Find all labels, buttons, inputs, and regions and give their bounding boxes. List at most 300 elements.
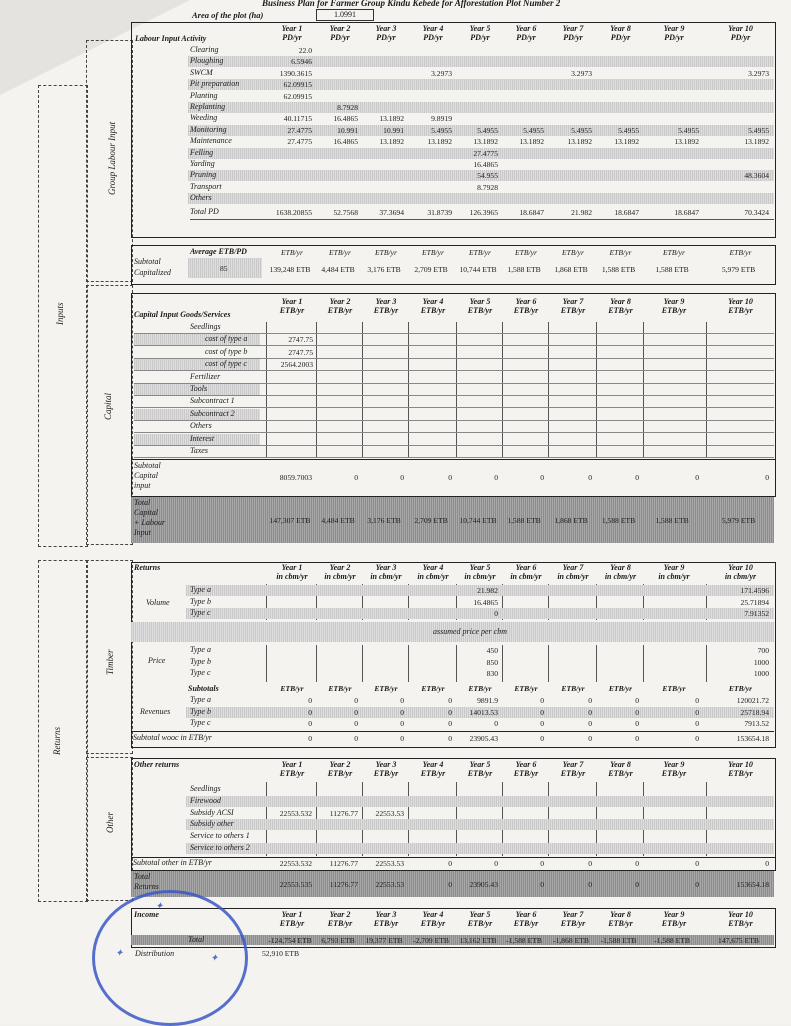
- labour-header-8: Year 8 PD/yr: [610, 24, 631, 42]
- capital-grid-col: [643, 322, 644, 458]
- timber-header-5: Year 5 in cbm/yr: [464, 563, 496, 581]
- labour-r15-cell-6: 18.6847: [519, 208, 544, 218]
- revenue-t2-cell-10: 25718.94: [740, 707, 769, 717]
- other-r3-cell-3: 22553.53: [375, 808, 404, 818]
- labour-r9-cell-9: 13.1892: [674, 137, 699, 147]
- price-t1-cell-10: 700: [757, 646, 769, 655]
- capital-total-cell-1: 147,307 ETB: [269, 516, 311, 525]
- capital-item-3: cost of type b: [205, 346, 248, 356]
- revenue-t1-cell-1: 0: [308, 696, 312, 705]
- other-r3-cell-2: 11276.77: [329, 808, 358, 818]
- returns-side-label: Returns: [52, 727, 62, 755]
- income-total-cell-4: -2,709 ETB: [413, 936, 449, 945]
- other-subtotal-cell-6: 0: [540, 859, 544, 868]
- labour-unit-5: ETB/yr: [469, 248, 491, 257]
- capital-item-4: cost of type c: [205, 359, 247, 369]
- labour-header-5: Year 5 PD/yr: [469, 24, 491, 42]
- other-subtotal-cell-9: 0: [695, 859, 699, 868]
- total-returns-cell-8: 0: [635, 880, 639, 889]
- volume-t1-cell-5: 21.982: [477, 586, 498, 595]
- labour-r8-cell-4: 5.4955: [431, 125, 452, 135]
- revenue-t2-cell-6: 0: [540, 707, 544, 717]
- labour-activity-15: Total PD: [190, 207, 219, 217]
- labour-r9-cell-10: 13.1892: [744, 137, 769, 147]
- income-total-cell-9: -1,588 ETB: [654, 936, 690, 945]
- other-header-6: Year 6 ETB/yr: [513, 760, 539, 778]
- revenue-type-2: Type b: [190, 706, 211, 716]
- price-grid-col: [548, 645, 549, 682]
- other-item-5: Service to others 1: [190, 831, 250, 841]
- other-header-7: Year 7 ETB/yr: [560, 760, 586, 778]
- income-header-2: Year 2 ETB/yr: [327, 910, 353, 928]
- labour-header-6: Year 6 PD/yr: [515, 24, 537, 42]
- labour-activity-14: Others: [190, 193, 212, 203]
- labour-r15-cell-7: 21.982: [571, 208, 592, 218]
- other-item-1: Seedlings: [190, 784, 221, 793]
- income-header-3: Year 3 ETB/yr: [373, 910, 399, 928]
- labour-r1-cell-1: 22.0: [298, 46, 312, 55]
- other-subtotal-cell-5: 0: [494, 859, 498, 868]
- other-header-8: Year 8 ETB/yr: [608, 760, 633, 778]
- capital-total-cell-5: 10,744 ETB: [459, 516, 497, 525]
- official-stamp: ✦ ✦ ✦: [92, 890, 248, 1026]
- income-header-4: Year 4 ETB/yr: [420, 910, 446, 928]
- revenue-t3-cell-1: 0: [308, 719, 312, 728]
- revenue-t3-cell-9: 0: [695, 719, 699, 728]
- labour-activity-13: Transport: [190, 181, 222, 191]
- capital-header-8: Year 8 ETB/yr: [608, 297, 633, 315]
- labour-r9-cell-1: 27.4775: [287, 137, 312, 147]
- capital-row-line: [134, 370, 774, 371]
- price-type-2: Type b: [190, 656, 211, 666]
- labour-header-7: Year 7 PD/yr: [562, 24, 584, 42]
- income-header-8: Year 8 ETB/yr: [608, 910, 633, 928]
- labour-r6-cell-2: 8.7928: [337, 103, 358, 112]
- labour-r9-cell-8: 13.1892: [614, 137, 639, 147]
- capital-item-8: Subcontract 2: [190, 408, 235, 418]
- price-t2-cell-5: 850: [486, 657, 498, 667]
- price-t3-cell-10: 1000: [753, 669, 769, 678]
- price-grid-col: [502, 645, 503, 682]
- income-total-cell-3: 19,377 ETB: [365, 936, 403, 945]
- price-note: assumed price per cbm: [433, 627, 507, 636]
- labour-subtotal-label: Subtotal Capitalized: [134, 257, 171, 277]
- labour-r11-cell-5: 16.4865: [473, 160, 498, 169]
- capital-header: Capital Input Goods/Services: [134, 310, 231, 319]
- income-header-10: Year 10 ETB/yr: [728, 910, 753, 928]
- labour-activity-2: Ploughing: [190, 56, 224, 66]
- avg-label: Average ETB/PD: [190, 247, 247, 256]
- total-returns-cell-10: 153654.18: [736, 880, 769, 889]
- income-header-6: Year 6 ETB/yr: [513, 910, 539, 928]
- total-returns-cell-7: 0: [588, 880, 592, 889]
- capital-grid-col: [596, 322, 597, 458]
- labour-r12-cell-5: 54.955: [477, 171, 498, 181]
- capital-total-cell-2: 4,484 ETB: [321, 516, 355, 525]
- shaded-row: [188, 102, 774, 113]
- labour-r4-cell-1: 62.09915: [283, 80, 312, 90]
- price-type-1: Type a: [190, 645, 211, 654]
- revenue-t1-cell-4: 0: [448, 696, 452, 705]
- labour-unit-9: ETB/yr: [663, 248, 685, 257]
- labour-total-line: [190, 219, 774, 220]
- labour-r13-cell-5: 8.7928: [477, 182, 498, 192]
- other-header-4: Year 4 ETB/yr: [420, 760, 446, 778]
- labour-r15-cell-2: 52.7568: [333, 208, 358, 218]
- timber-subtotal-cell-3: 0: [400, 734, 404, 743]
- capital-total-cell-8: 1,588 ETB: [601, 516, 636, 525]
- labour-r9-cell-6: 13.1892: [519, 137, 544, 147]
- volume-t3-cell-10: 7.91352: [744, 609, 769, 618]
- labour-subtotal-cell-3: 3,176 ETB: [367, 265, 401, 274]
- capital-item-11: Taxes: [190, 446, 208, 455]
- labour-r15-cell-1: 1638.20855: [275, 208, 312, 218]
- revenue-t3-cell-10: 7913.52: [744, 719, 769, 728]
- labour-subtotal-cell-1: 139,248 ETB: [269, 265, 311, 274]
- volume-label: Volume: [146, 598, 170, 607]
- timber-header-9: Year 9 in cbm/yr: [658, 563, 690, 581]
- capital-header-1: Year 1 ETB/yr: [279, 297, 305, 315]
- other-subtotal-cell-3: 22553.53: [375, 859, 404, 868]
- shaded-row: [186, 796, 774, 807]
- revenue-t1-cell-2: 0: [354, 696, 358, 705]
- income-total-label: Total: [188, 935, 205, 944]
- returns-frame: [38, 560, 88, 902]
- labour-subtotal-cell-8: 1,588 ETB: [601, 265, 636, 274]
- capital-subtotal-cell-3: 0: [400, 473, 404, 482]
- capital-item-6: Tools: [190, 384, 208, 393]
- capital-header-7: Year 7 ETB/yr: [560, 297, 586, 315]
- income-total-cell-7: -1,868 ETB: [553, 936, 589, 945]
- labour-r3-cell-7: 3.2973: [571, 68, 592, 78]
- revenue-t2-cell-3: 0: [400, 707, 404, 717]
- other-item-4: Subsidy other: [190, 819, 234, 829]
- income-header: Income: [134, 910, 159, 919]
- timber-unit-2: ETB/yr: [328, 684, 352, 693]
- capital-header-10: Year 10 ETB/yr: [728, 297, 753, 315]
- timber-subtotal-label: Subtotal wooc in ETB/yr: [133, 733, 212, 742]
- capital-header-2: Year 2 ETB/yr: [327, 297, 353, 315]
- labour-r15-cell-9: 18.6847: [674, 208, 699, 218]
- capital-header-5: Year 5 ETB/yr: [467, 297, 493, 315]
- timber-subtotal-cell-4: 0: [448, 734, 452, 743]
- capital-subtotal-cell-1: 8059.7003: [279, 473, 312, 482]
- volume-type-2: Type b: [190, 596, 211, 606]
- income-total-cell-1: -124,754 ETB: [268, 936, 312, 945]
- capital-grid-col: [408, 322, 409, 458]
- labour-subtotal-cell-10: 5,979 ETB: [721, 265, 756, 274]
- distribution-value: 52,910 ETB: [262, 949, 300, 958]
- labour-r9-cell-5: 13.1892: [473, 137, 498, 147]
- income-total-cell-10: 147,675 ETB: [718, 936, 759, 945]
- income-total-cell-6: -1,588 ETB: [506, 936, 542, 945]
- labour-activity-8: Monitoring: [190, 124, 227, 134]
- labour-r3-cell-1: 1390.3615: [279, 68, 312, 78]
- timber-unit-9: ETB/yr: [662, 684, 686, 693]
- capital-item-10: Interest: [190, 433, 215, 443]
- other-header: Other returns: [134, 760, 180, 769]
- price-grid-col: [316, 645, 317, 682]
- capital-total-cell-4: 2,709 ETB: [414, 516, 448, 525]
- capital-item-7: Subcontract 1: [190, 396, 235, 406]
- total-returns-cell-1: 22553.535: [279, 880, 312, 889]
- labour-r9-cell-3: 13.1892: [379, 137, 404, 147]
- labour-header-2: Year 2 PD/yr: [329, 24, 351, 42]
- capital-total-cell-9: 1,588 ETB: [655, 516, 689, 525]
- income-header-7: Year 7 ETB/yr: [560, 910, 586, 928]
- capital-grid-col: [456, 322, 457, 458]
- capital-total-cell-3: 3,176 ETB: [367, 516, 401, 525]
- labour-subtotal-cell-2: 4,484 ETB: [321, 265, 355, 274]
- revenue-t1-cell-3: 0: [400, 696, 404, 705]
- distribution-label: Distribution: [135, 949, 175, 958]
- revenue-t3-cell-2: 0: [354, 719, 358, 728]
- labour-header-4: Year 4 PD/yr: [422, 24, 444, 42]
- income-header-5: Year 5 ETB/yr: [467, 910, 493, 928]
- price-t2-cell-10: 1000: [753, 657, 769, 667]
- labour-subtotal-cell-9: 1,588 ETB: [655, 265, 689, 274]
- labour-subtotal-cell-5: 10,744 ETB: [459, 265, 497, 274]
- shaded-row: [188, 193, 774, 204]
- labour-activity-7: Weeding: [190, 113, 218, 123]
- other-header-2: Year 2 ETB/yr: [327, 760, 353, 778]
- revenue-t2-cell-7: 0: [588, 707, 592, 717]
- capital-row-line: [134, 445, 774, 446]
- volume-type-1: Type a: [190, 585, 211, 594]
- total-returns-cell-2: 11276.77: [329, 880, 358, 889]
- revenues-label: Revenues: [140, 707, 171, 716]
- capital-value-2: 2747.75: [288, 335, 313, 345]
- revenue-t1-cell-8: 0: [635, 696, 639, 705]
- labour-r9-cell-4: 13.1892: [427, 137, 452, 147]
- capital-subtotal-cell-2: 0: [354, 473, 358, 482]
- revenue-t3-cell-3: 0: [400, 719, 404, 728]
- timber-unit-3: ETB/yr: [374, 684, 398, 693]
- capital-subtotal-label: Subtotal Capital input: [134, 461, 161, 490]
- area-value: 1.0991: [316, 9, 374, 21]
- total-returns-cell-6: 0: [540, 880, 544, 889]
- timber-subtotal-line: [131, 731, 774, 732]
- price-grid-col: [643, 645, 644, 682]
- price-label: Price: [148, 656, 166, 665]
- labour-activity-4: Pit preparation: [190, 79, 240, 89]
- capital-item-2: cost of type a: [205, 334, 248, 344]
- capital-subtotal-cell-5: 0: [494, 473, 498, 482]
- area-label: Area of the plot (ha): [192, 10, 264, 20]
- capital-grid-col: [548, 322, 549, 458]
- revenue-t1-cell-7: 0: [588, 696, 592, 705]
- capital-row-line: [134, 457, 774, 458]
- labour-r3-cell-10: 3.2973: [748, 68, 769, 78]
- other-header-1: Year 1 ETB/yr: [279, 760, 305, 778]
- other-r3-cell-1: 22553.532: [279, 808, 312, 818]
- labour-header-1: Year 1 PD/yr: [281, 24, 303, 42]
- labour-r8-cell-8: 5.4955: [618, 125, 639, 135]
- other-subtotal-cell-7: 0: [588, 859, 592, 868]
- labour-r8-cell-9: 5.4955: [678, 125, 699, 135]
- capital-value-4: 2564.2003: [280, 360, 313, 370]
- revenue-t1-cell-6: 0: [540, 696, 544, 705]
- timber-unit-6: ETB/yr: [514, 684, 538, 693]
- timber-header-2: Year 2 in cbm/yr: [324, 563, 356, 581]
- revenue-t3-cell-7: 0: [588, 719, 592, 728]
- timber-subtotal-cell-6: 0: [540, 734, 544, 743]
- revenue-t1-cell-5: 9891.9: [477, 696, 498, 705]
- labour-r7-cell-4: 9.8919: [431, 114, 452, 124]
- capital-total-cell-7: 1,868 ETB: [554, 516, 588, 525]
- capital-item-5: Fertilizer: [190, 371, 221, 381]
- labour-header: Labour Input Activity: [135, 34, 207, 43]
- labour-header-3: Year 3 PD/yr: [375, 24, 397, 42]
- capital-row-line: [134, 420, 774, 421]
- labour-r15-cell-10: 70.3424: [744, 208, 769, 218]
- labour-unit-1: ETB/yr: [281, 248, 303, 257]
- other-subtotal-cell-4: 0: [448, 859, 452, 868]
- labour-activity-5: Planting: [190, 90, 218, 100]
- total-returns-cell-5: 23905.43: [469, 880, 498, 889]
- timber-header-7: Year 7 in cbm/yr: [557, 563, 589, 581]
- volume-t1-cell-10: 171.4596: [740, 586, 769, 595]
- capital-subtotal-cell-9: 0: [695, 473, 699, 482]
- labour-subtotal-cell-4: 2,709 ETB: [414, 265, 448, 274]
- capital-grid-col: [362, 322, 363, 458]
- revenue-t3-cell-8: 0: [635, 719, 639, 728]
- revenue-t3-cell-5: 0: [494, 719, 498, 728]
- timber-unit-8: ETB/yr: [608, 684, 633, 693]
- labour-activity-10: Felling: [190, 147, 214, 157]
- timber-header-10: Year 10 in cbm/yr: [724, 563, 757, 581]
- labour-header-9: Year 9 PD/yr: [663, 24, 685, 42]
- price-grid-col: [362, 645, 363, 682]
- revenue-t2-cell-4: 0: [448, 707, 452, 717]
- capital-total-cell-6: 1,588 ETB: [507, 516, 541, 525]
- revenue-t2-cell-8: 0: [635, 707, 639, 717]
- other-header-3: Year 3 ETB/yr: [373, 760, 399, 778]
- timber-subtotal-cell-10: 153654.18: [736, 734, 769, 743]
- other-side-label: Other: [105, 812, 115, 833]
- other-header-9: Year 9 ETB/yr: [661, 760, 687, 778]
- revenue-t2-cell-9: 0: [695, 707, 699, 717]
- labour-side-label: Group Labour Input: [107, 121, 117, 195]
- labour-activity-1: Clearing: [190, 45, 219, 54]
- timber-subtotal-cell-1: 0: [308, 734, 312, 743]
- avg-value: 85: [220, 264, 228, 273]
- volume-t2-cell-5: 16.4865: [473, 597, 498, 607]
- other-subtotal-cell-8: 0: [635, 859, 639, 868]
- other-subtotal-cell-10: 0: [765, 859, 769, 868]
- capital-item-9: Others: [190, 421, 212, 431]
- labour-r7-cell-1: 40.11715: [283, 114, 312, 124]
- labour-unit-4: ETB/yr: [422, 248, 444, 257]
- revenue-t2-cell-5: 14013.53: [469, 707, 498, 717]
- labour-unit-3: ETB/yr: [375, 248, 397, 257]
- labour-header-10: Year 10 PD/yr: [728, 24, 753, 42]
- capital-item-1: Seedlings: [190, 322, 221, 331]
- timber-subtotal-cell-7: 0: [588, 734, 592, 743]
- labour-r9-cell-7: 13.1892: [567, 137, 592, 147]
- timber-header: Returns: [134, 563, 161, 572]
- timber-unit-5: ETB/yr: [468, 684, 492, 693]
- timber-header-1: Year 1 in cbm/yr: [276, 563, 308, 581]
- price-type-3: Type c: [190, 668, 211, 677]
- income-header-9: Year 9 ETB/yr: [661, 910, 687, 928]
- total-returns-cell-4: 0: [448, 880, 452, 889]
- labour-unit-7: ETB/yr: [562, 248, 584, 257]
- revenue-t2-cell-2: 0: [354, 707, 358, 717]
- timber-header-6: Year 6 in cbm/yr: [510, 563, 542, 581]
- revenue-t1-cell-9: 0: [695, 696, 699, 705]
- labour-r7-cell-2: 16.4865: [333, 114, 358, 124]
- labour-activity-6: Replanting: [190, 102, 226, 111]
- timber-subtotal-cell-9: 0: [695, 734, 699, 743]
- labour-r7-cell-3: 13.1892: [379, 114, 404, 124]
- revenue-t1-cell-10: 120021.72: [736, 696, 769, 705]
- other-header-10: Year 10 ETB/yr: [728, 760, 753, 778]
- timber-unit-10: ETB/yr: [728, 684, 753, 693]
- capital-subtotal-cell-6: 0: [540, 473, 544, 482]
- labour-unit-2: ETB/yr: [329, 248, 351, 257]
- labour-r8-cell-7: 5.4955: [571, 125, 592, 135]
- other-header-5: Year 5 ETB/yr: [467, 760, 493, 778]
- income-total-cell-5: 13,162 ETB: [459, 936, 497, 945]
- income-total-cell-8: -1,588 ETB: [600, 936, 637, 945]
- price-t1-cell-5: 450: [486, 646, 498, 655]
- labour-r8-cell-3: 10.991: [383, 125, 404, 135]
- labour-activity-9: Maintenance: [190, 136, 232, 146]
- volume-t3-cell-5: 0: [494, 609, 498, 618]
- timber-header-8: Year 8 in cbm/yr: [604, 563, 637, 581]
- timber-subtotal-cell-2: 0: [354, 734, 358, 743]
- revenue-t2-cell-1: 0: [308, 707, 312, 717]
- inputs-side-label: Inputs: [55, 302, 65, 325]
- timber-side-label: Timber: [105, 649, 115, 675]
- labour-r8-cell-5: 5.4955: [477, 125, 498, 135]
- labour-unit-10: ETB/yr: [729, 248, 752, 257]
- capital-grid-col: [502, 322, 503, 458]
- capital-grid-col: [316, 322, 317, 458]
- timber-subtotal-cell-8: 0: [635, 734, 639, 743]
- capital-value-3: 2747.75: [288, 347, 313, 357]
- labour-r5-cell-1: 62.09915: [283, 91, 312, 101]
- labour-r8-cell-10: 5.4955: [748, 125, 769, 135]
- timber-header-3: Year 3 in cbm/yr: [370, 563, 402, 581]
- capital-subtotal-cell-10: 0: [765, 473, 769, 482]
- capital-header-9: Year 9 ETB/yr: [661, 297, 687, 315]
- timber-header-4: Year 4 in cbm/yr: [417, 563, 449, 581]
- capital-header-4: Year 4 ETB/yr: [420, 297, 446, 315]
- timber-subtotal-cell-5: 23905.43: [469, 734, 498, 743]
- other-subtotal-cell-1: 22553.532: [279, 859, 312, 868]
- labour-r15-cell-4: 31.8739: [427, 208, 452, 218]
- other-subtotal-cell-2: 11276.77: [329, 859, 358, 868]
- other-subtotal-label: Subtotal other in ETB/yr: [133, 858, 212, 867]
- capital-grid-col: [706, 322, 707, 458]
- labour-r12-cell-10: 48.3604: [744, 171, 769, 181]
- price-t3-cell-5: 830: [486, 669, 498, 678]
- labour-activity-11: Yarding: [190, 159, 215, 168]
- labour-activity-12: Pruning: [190, 170, 217, 180]
- revenue-t3-cell-6: 0: [540, 719, 544, 728]
- shaded-row: [186, 843, 774, 854]
- page-title: Business Plan for Farmer Group Kindu Kebede for Afforestation Plot Number 2: [262, 0, 561, 8]
- total-returns-label: Total Returns: [134, 872, 159, 891]
- labour-r10-cell-5: 27.4775: [473, 148, 498, 158]
- shaded-row: [186, 819, 774, 830]
- labour-r8-cell-6: 5.4955: [523, 125, 544, 135]
- price-grid-col: [596, 645, 597, 682]
- income-total-cell-2: 6,793 ETB: [321, 936, 355, 945]
- volume-t2-cell-10: 25.71894: [740, 597, 769, 607]
